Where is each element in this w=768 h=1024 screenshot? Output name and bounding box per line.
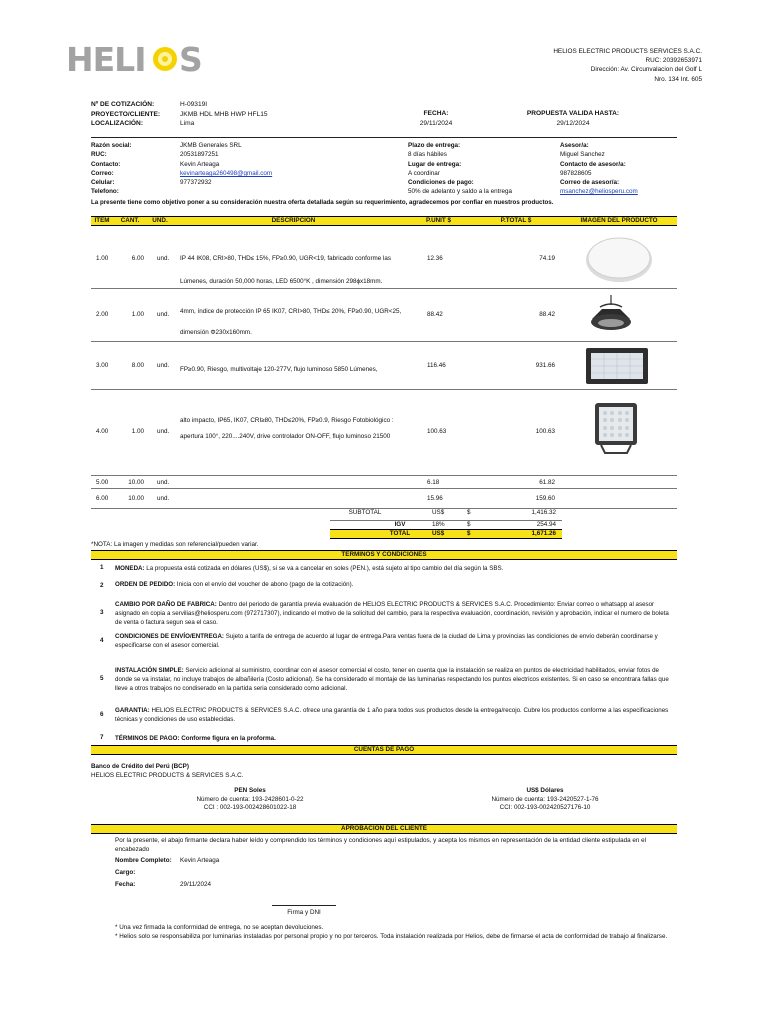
company-address-1: Dirección: Av. Circunvalacion del Golf L bbox=[590, 66, 702, 74]
asesor-value: Miguel Sanchez bbox=[560, 151, 605, 159]
table-row bbox=[91, 226, 677, 289]
asesor-contact-label: Contacto de asesor/a: bbox=[560, 160, 626, 168]
approval-title: APROBACIÓN DEL CLIENTE bbox=[91, 824, 677, 834]
flood-light-image bbox=[591, 399, 641, 455]
row-total: 74.19 bbox=[539, 255, 555, 262]
term-title: ORDEN DE PEDIDO: bbox=[115, 581, 176, 588]
term-number: 5 bbox=[100, 675, 104, 682]
client-email-link[interactable]: kevinarteaga260498@gmail.com bbox=[180, 169, 273, 177]
signature-line bbox=[272, 905, 336, 906]
footnote: * Helios solo se responsabiliza por luminarias instaladas por personal propio y no por terceros. Toda instalación realizada por Helios, debe de firmarse el acta de conformidad de trabajo al finalizarse. bbox=[115, 933, 668, 940]
igv-percent: 18% bbox=[432, 521, 445, 528]
row-unit-price: 116.46 bbox=[427, 362, 446, 369]
valid-label: PROPUESTA VALIDA HASTA: bbox=[526, 110, 620, 117]
total-row bbox=[330, 529, 562, 539]
bank-holder: HELIOS ELECTRIC PRODUCTS & SERVICES S.A.C. bbox=[91, 772, 244, 779]
term-text: Sujeto a tarifa de entrega de acuerdo al lugar de entrega.Para ventas fuera de la ciudad de Lima y provincias las condiciones de envío deberán coordinarse y especificarse con el asesor comercial. bbox=[115, 633, 658, 649]
th-cant: CANT. bbox=[120, 217, 140, 224]
row-desc-2: dimensión Φ230x160mm. bbox=[180, 329, 252, 336]
cell-label: Celular: bbox=[91, 179, 115, 187]
row-und: und. bbox=[157, 495, 170, 502]
row-desc: 4mm, índice de protección IP 65 IK07, CRI>80, THD≤ 20%, FP≥0.90, UGR<25, bbox=[180, 308, 402, 315]
lugar-value: A coordinar bbox=[408, 169, 440, 177]
company-name: HELIOS ELECTRIC PRODUCTS SERVICES S.A.C. bbox=[553, 48, 702, 55]
usd-account bbox=[465, 787, 625, 813]
term-text: La propuesta está cotizada en dólares (US$), si se va a cancelar en soles (PEN.), está sujeto al tipo cambio del día según la SBS. bbox=[146, 565, 504, 572]
row-cant: 10.00 bbox=[128, 479, 144, 486]
term-text: Inicia con el envío del voucher de abono (pago de la cotización). bbox=[176, 581, 354, 588]
row-total: 88.42 bbox=[539, 311, 555, 318]
term-title: MONEDA: bbox=[115, 565, 145, 572]
term-text: Conforme figura en la proforma. bbox=[181, 735, 276, 742]
row-und: und. bbox=[157, 311, 170, 318]
plazo-label: Plazo de entrega: bbox=[408, 142, 461, 149]
date-label: FECHA: bbox=[423, 110, 449, 117]
th-desc: DESCRIPCIÓN bbox=[271, 217, 316, 224]
company-ruc: RUC: 20392653971 bbox=[645, 57, 702, 65]
term-title: INSTALACIÓN SIMPLE: bbox=[115, 667, 184, 674]
row-total: 100.63 bbox=[535, 428, 555, 435]
table-row bbox=[91, 289, 677, 342]
location-label: LOCALIZACIÓN: bbox=[91, 120, 144, 127]
approval-text: Por la presente, el abajo firmante declara haber leído y comprendido los términos y condiciones aquí estipulados, y acepta los mismos en representación de la entidad cliente estipulada en el encabezado bbox=[115, 837, 646, 853]
pen-account bbox=[170, 787, 330, 813]
row-item: 3.00 bbox=[96, 362, 109, 369]
valid-until-block bbox=[518, 109, 628, 128]
quote-date: 29/11/2024 bbox=[419, 119, 453, 127]
term-number: 7 bbox=[100, 734, 104, 741]
bank-info bbox=[91, 762, 243, 780]
asesor-email-label: Correo de asesor/a: bbox=[560, 179, 620, 187]
project-name: JKMB HDL MHB HWP HFL15 bbox=[180, 110, 268, 118]
pen-cci: CCI : 002-193-002428601022-18 bbox=[203, 804, 297, 811]
row-unit-price: 100.63 bbox=[427, 428, 447, 435]
row-desc-2: apertura 100°, 220....240V, drive controlador ON-OFF, flujo luminoso 21500 bbox=[180, 433, 391, 440]
row-unit-price: 12.36 bbox=[427, 255, 443, 262]
row-cant: 1.00 bbox=[131, 428, 144, 435]
term-number: 3 bbox=[100, 609, 104, 616]
term-number: 1 bbox=[100, 564, 104, 571]
contact-label: Contacto: bbox=[91, 160, 121, 168]
term-number: 4 bbox=[100, 637, 104, 644]
ruc-value: 20531897251 bbox=[180, 151, 219, 159]
intro-text: La presente tiene como objetivo poner a su consideración nuestra oferta detallada según su requerimiento, agradecemos por confiar en nuestros productos. bbox=[91, 199, 554, 206]
ufo-highbay-light-image bbox=[586, 295, 636, 339]
lugar-label: Lugar de entrega: bbox=[408, 160, 462, 168]
footnote: * Una vez firmada la conformidad de entrega, no se aceptan devoluciones. bbox=[115, 924, 324, 931]
row-cant: 1.00 bbox=[131, 311, 144, 318]
helios-logo-graphic bbox=[66, 42, 216, 76]
approver-name: Kevin Arteaga bbox=[180, 857, 220, 864]
wall-pack-light-image bbox=[585, 346, 649, 386]
subtotal-symbol: $ bbox=[467, 509, 471, 516]
igv-label: IGV bbox=[394, 521, 406, 528]
asesor-contact-value: 987828605 bbox=[560, 169, 592, 177]
role-label: Cargo: bbox=[115, 869, 136, 876]
subtotal-label: SUBTOTAL bbox=[348, 509, 382, 516]
table-row bbox=[91, 476, 677, 489]
contact-value: Kevin Arteaga bbox=[180, 160, 220, 168]
project-label: PROYECTO/CLIENTE: bbox=[91, 110, 161, 118]
subtotal-row bbox=[330, 509, 562, 517]
th-image: IMAGEN DEL PRODUCTO bbox=[580, 217, 658, 224]
location-value: Lima bbox=[180, 120, 195, 127]
signature-label: Firma y DNI bbox=[287, 909, 321, 916]
razon-value: JKMB Generales SRL bbox=[180, 142, 242, 149]
client-values bbox=[180, 141, 272, 187]
term-title: TÉRMINOS DE PAGO: bbox=[115, 735, 180, 742]
total-currency: US$ bbox=[432, 530, 445, 537]
quote-num-label: Nº DE COTIZACIÓN: bbox=[91, 101, 155, 108]
th-total: P.TOTAL $ bbox=[500, 217, 532, 224]
approver-role bbox=[180, 867, 219, 879]
footnotes bbox=[115, 923, 677, 941]
table-header bbox=[91, 216, 677, 226]
table-row bbox=[91, 342, 677, 390]
quote-header-values bbox=[180, 100, 268, 129]
row-desc: IP 44 IK08, CRI>80, THD≤ 15%, FP≥0.90, UGR<19, fabricado conforme las bbox=[180, 255, 392, 262]
subtotal-value: 1,416.32 bbox=[531, 509, 556, 516]
row-total: 931.66 bbox=[535, 362, 555, 369]
igv-row bbox=[330, 520, 562, 528]
divider bbox=[91, 137, 677, 138]
row-item: 1.00 bbox=[96, 255, 109, 262]
usd-title: US$ Dólares bbox=[526, 787, 564, 794]
asesor-label: Asesor/a: bbox=[560, 142, 589, 149]
term-text: Servicio adicional al suministro, coordinar con el asesor comercial el costo, tener en cuenta que la instalación se realiza en puntos de electricidad habilitados, enviar fotos de donde se va instalar, no incluye trabajos de albañilería (Costo adicional). Se ha considerado el montaje de las luminarias respectando los puntos electricos existentes. Si en caso se encontrara fallas que lleve a otros trabajos no condiserado en la partida seria considerado como adicional. bbox=[115, 667, 669, 692]
th-item: ITEM bbox=[94, 217, 110, 224]
plazo-value: 8 días hábiles bbox=[408, 151, 447, 159]
valid-date: 29/12/2024 bbox=[556, 119, 590, 127]
razon-label: Razón social: bbox=[91, 142, 132, 149]
row-desc-2: Lúmenes, duración 50,000 horas, LED 6500°K , dimensión 298ϕx18mm. bbox=[180, 278, 383, 285]
advisor-info bbox=[560, 141, 638, 197]
subtotal-currency: US$ bbox=[432, 509, 445, 516]
svg-text:S: S bbox=[179, 42, 203, 76]
term-number: 2 bbox=[100, 582, 104, 589]
phone-label: Telefono: bbox=[91, 188, 119, 196]
pago-value: 50% de adelanto y saldo a la entrega bbox=[408, 188, 512, 196]
row-unit-price: 88.42 bbox=[427, 311, 443, 318]
pen-account-number: Número de cuenta: 193-2428601-0-22 bbox=[196, 795, 304, 803]
row-und: und. bbox=[157, 479, 170, 486]
row-item: 4.00 bbox=[96, 428, 109, 435]
accounts-title: CUENTAS DE PAGO bbox=[91, 745, 677, 755]
quote-num: H-09319I bbox=[180, 101, 208, 108]
pago-label: Condiciones de pago: bbox=[408, 179, 474, 187]
quote-header bbox=[91, 100, 160, 129]
approval-date-label: Fecha: bbox=[115, 881, 136, 888]
helios-logo bbox=[66, 42, 216, 76]
usd-cci: CCI: 002-193-002420527176-10 bbox=[499, 804, 591, 811]
th-unit: P.UNIT $ bbox=[425, 217, 452, 224]
term-text: Dentro del periodo de garantía previa evaluación de HELIOS ELECTRIC PRODUCTS & SERVICES S.A.C. Procedimiento: Enviar correo o whatsapp al asesor asignado en copia a servilias@heliosperu.com (972717307), indicando el motivo de la solicitud del cambio, para la respectiva evaluación, coordinación, revisión y aprobación, indicar el numero de boleta de venta o factura segun sea el caso. bbox=[115, 601, 669, 626]
term-title: CAMBIO POR DAÑO DE FABRICA: bbox=[115, 601, 217, 608]
usd-account-number: Número de cuenta: 193-2420527-1-76 bbox=[491, 795, 599, 803]
row-item: 5.00 bbox=[96, 479, 109, 486]
round-panel-light-image bbox=[585, 234, 653, 284]
row-unit-price: 15.96 bbox=[427, 495, 443, 502]
row-cant: 8.00 bbox=[131, 362, 144, 369]
row-cant: 10.00 bbox=[128, 495, 144, 502]
row-total: 159.60 bbox=[535, 495, 555, 502]
table-row bbox=[91, 489, 677, 509]
term-title: CONDICIONES DE ENVÍO/ENTREGA: bbox=[115, 633, 224, 640]
company-address-2: Nro. 134 Int. 605 bbox=[654, 75, 702, 83]
svg-text:HELI: HELI bbox=[66, 42, 146, 76]
advisor-email-link[interactable]: msanchez@heliosperu.com bbox=[560, 188, 638, 196]
term-text: HELIOS ELECTRIC PRODUCTS & SERVICES S.A.C. ofrece una garantía de 1 año para todos sus productos desde la entrega/recojo. Cubre los productos conforme a las especificaciones técnicas y condiciones de uso establecidas. bbox=[115, 707, 669, 723]
row-und: und. bbox=[157, 362, 170, 369]
approval-values bbox=[180, 855, 219, 891]
delivery-info bbox=[408, 141, 512, 197]
row-item: 2.00 bbox=[96, 311, 109, 318]
sun-icon bbox=[153, 47, 177, 71]
row-unit-price: 6.18 bbox=[427, 479, 440, 486]
row-und: und. bbox=[157, 255, 170, 262]
quote-date-block bbox=[410, 109, 462, 128]
total-value: 1,671.26 bbox=[531, 530, 556, 537]
approval-date: 29/11/2024 bbox=[180, 881, 212, 888]
bank-name: Banco de Crédito del Perú (BCP) bbox=[91, 763, 189, 770]
row-item: 6.00 bbox=[96, 495, 109, 502]
igv-symbol: $ bbox=[467, 521, 471, 528]
email-label: Correo: bbox=[91, 169, 114, 177]
pen-title: PEN Soles bbox=[234, 787, 266, 794]
igv-value: 254.94 bbox=[536, 521, 556, 528]
company-info bbox=[553, 47, 702, 84]
row-cant: 6.00 bbox=[131, 255, 144, 262]
row-total: 61.82 bbox=[539, 479, 555, 486]
name-label: Nombre Completo: bbox=[115, 857, 172, 864]
ruc-label: RUC: bbox=[91, 151, 107, 159]
th-und: UND. bbox=[152, 217, 168, 224]
note-text: *NOTA: La imagen y medidas son referencial/pueden variar. bbox=[91, 541, 259, 548]
total-label: TOTAL bbox=[389, 530, 411, 537]
table-row bbox=[91, 390, 677, 476]
cell-value: 977372932 bbox=[180, 179, 212, 187]
row-desc: alto impacto, IP65, IK07, CRI≥80, THD≤20%, FP≥0.9, Riesgo Fotobiológico : bbox=[180, 417, 394, 424]
total-symbol: $ bbox=[467, 530, 471, 537]
approval-labels bbox=[115, 855, 172, 891]
row-desc: FP≥0.90, Riesgo, multivoltaje 120-277V, flujo luminoso 5850 Lúmenes, bbox=[180, 366, 378, 373]
terms-title: TERMINOS Y CONDICIONES bbox=[91, 550, 677, 560]
client-labels bbox=[91, 141, 132, 197]
term-number: 6 bbox=[100, 711, 104, 718]
row-und: und. bbox=[157, 428, 170, 435]
term-title: GARANTIA: bbox=[115, 707, 150, 714]
